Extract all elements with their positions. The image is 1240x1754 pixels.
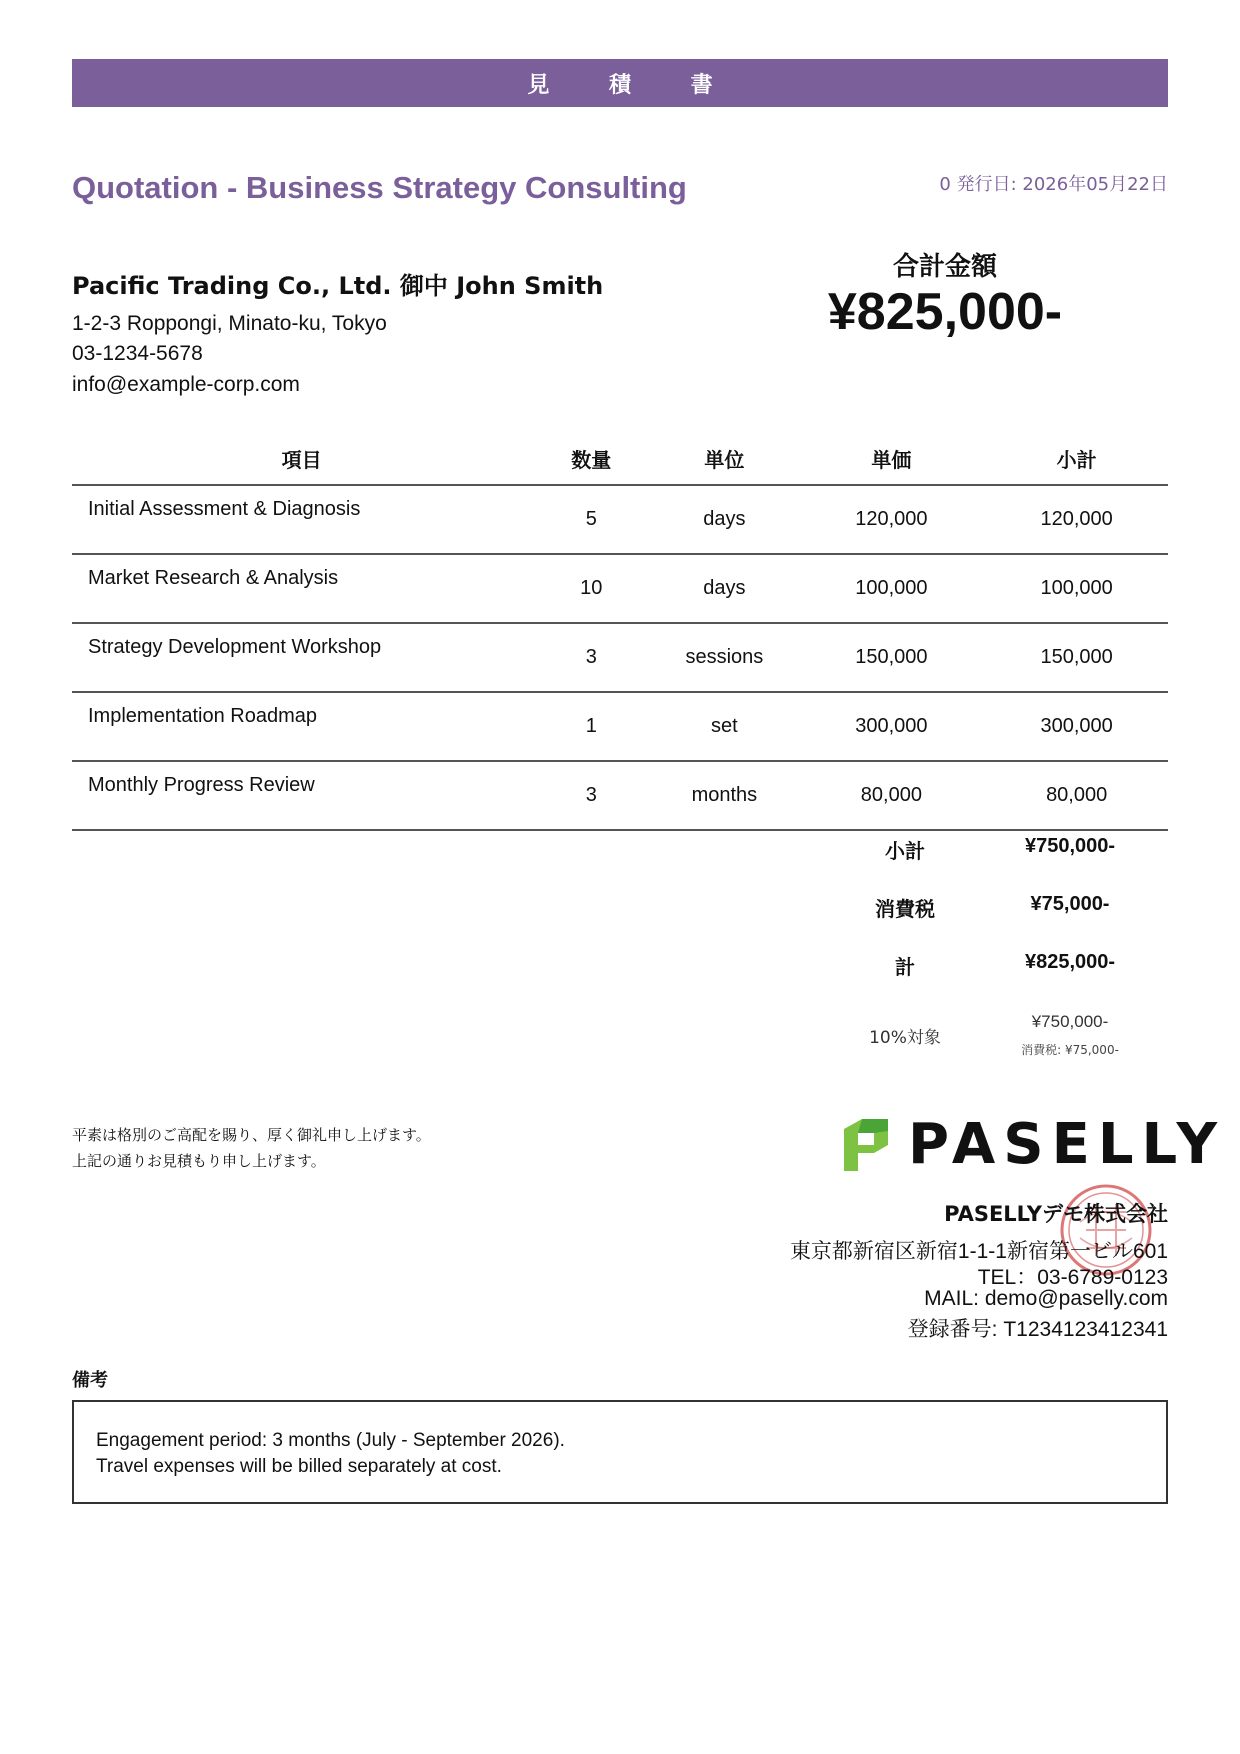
notes-line-1: Engagement period: 3 months (July - September 2026). [96,1430,565,1451]
client-address: 1-2-3 Roppongi, Minato-ku, Tokyo [72,312,387,335]
total-amount-value: ¥825,000- [827,283,1063,341]
notes-box [72,1400,1168,1504]
logo-mark-icon [838,1115,894,1175]
client-phone: 03-1234-5678 [72,342,203,365]
issue-date: 0 発行日: 2026年05月22日 [939,174,1168,195]
logo-wordmark: PASELLY [908,1112,1226,1177]
tax-rate-base: ¥750,000- [1031,1012,1109,1031]
item-unit: set [651,692,797,761]
item-unit: days [651,554,797,623]
item-quantity: 10 [531,554,651,623]
item-description: Initial Assessment & Diagnosis [72,485,531,554]
item-subtotal: 120,000 [985,485,1168,554]
total-amount-label: 合計金額 [892,252,997,282]
item-quantity: 3 [531,623,651,692]
client-name: Pacific Trading Co., Ltd. 御中 John Smith [72,272,604,300]
issuer-company-name: PASELLYデモ株式会社 [944,1202,1168,1226]
subtotal-label: 小計 [885,839,925,863]
table-row [72,554,1168,623]
item-unit-price: 80,000 [797,761,985,830]
item-quantity: 3 [531,761,651,830]
table-header-row [72,432,1168,485]
notes-heading: 備考 [72,1370,108,1391]
subtotal-value: ¥750,000- [1024,835,1116,857]
item-subtotal: 100,000 [985,554,1168,623]
issuer-registration-number: 登録番号: T1234123412341 [907,1318,1168,1341]
item-quantity: 1 [531,692,651,761]
company-logo [838,1112,1225,1177]
column-header-unit-price: 単価 [797,432,985,485]
item-unit-price: 100,000 [797,554,985,623]
document-type-title: 見 積 書 [527,72,739,98]
item-subtotal: 300,000 [985,692,1168,761]
column-header-unit: 単位 [651,432,797,485]
client-email: info@example-corp.com [72,373,300,396]
tax-value: ¥75,000- [1030,893,1110,915]
column-header-subtotal: 小計 [985,432,1168,485]
item-subtotal: 150,000 [985,623,1168,692]
tax-rate-tax-note: 消費税: ¥75,000- [1021,1043,1119,1057]
table-row [72,692,1168,761]
item-unit-price: 300,000 [797,692,985,761]
table-row [72,485,1168,554]
item-unit: days [651,485,797,554]
grand-total-label: 計 [895,955,915,979]
issuer-email: MAIL: demo@paselly.com [924,1287,1168,1310]
item-description: Strategy Development Workshop [72,623,531,692]
issuer-address: 東京都新宿区新宿1-1-1新宿第一ビル601 [789,1240,1168,1263]
item-unit-price: 150,000 [797,623,985,692]
item-unit: months [651,761,797,830]
item-description: Market Research & Analysis [72,554,531,623]
item-description: Monthly Progress Review [72,761,531,830]
table-row [72,623,1168,692]
greeting-line-1: 平素は格別のご高配を賜り、厚く御礼申し上げます。 [72,1126,431,1144]
grand-total-value: ¥825,000- [1024,951,1116,973]
item-description: Implementation Roadmap [72,692,531,761]
document-title-bar [72,59,1168,107]
issuer-phone: TEL：03-6789-0123 [977,1266,1168,1289]
tax-rate-label: 10%対象 [869,1028,941,1048]
item-subtotal: 80,000 [985,761,1168,830]
column-header-quantity: 数量 [531,432,651,485]
line-items-table [72,432,1168,831]
column-header-item: 項目 [72,432,531,485]
tax-label: 消費税 [875,897,935,921]
item-unit: sessions [651,623,797,692]
item-unit-price: 120,000 [797,485,985,554]
item-quantity: 5 [531,485,651,554]
table-row [72,761,1168,830]
quotation-title: Quotation - Business Strategy Consulting [72,170,687,205]
greeting-line-2: 上記の通りお見積もり申し上げます。 [72,1152,326,1170]
notes-line-2: Travel expenses will be billed separately at cost. [96,1456,502,1477]
